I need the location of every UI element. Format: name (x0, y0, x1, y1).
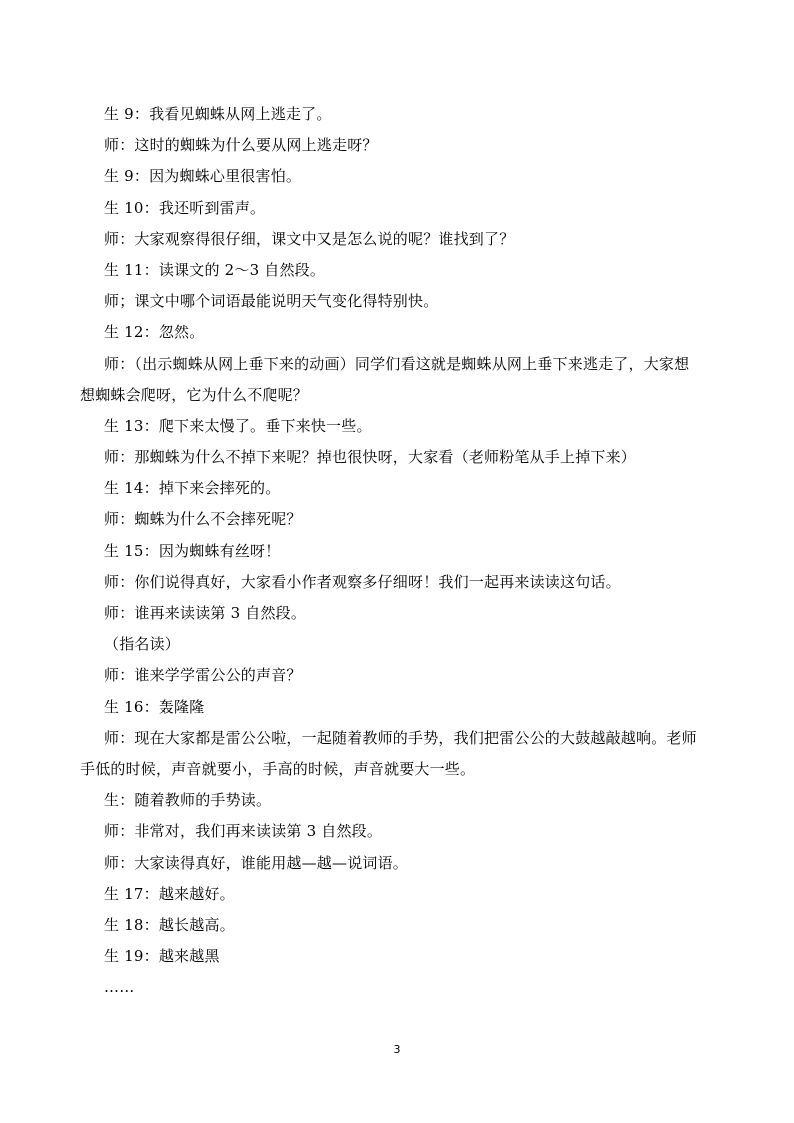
dialogue-line: 生 13：爬下来太慢了。垂下来快一些。 (104, 416, 372, 435)
paragraph-first-line: 师：（出示蜘蛛从网上垂下来的动画）同学们看这就是蜘蛛从网上垂下来逃走了，大家想 (104, 354, 690, 373)
dialogue-line: 师：那蜘蛛为什么不掉下来呢？掉也很快呀，大家看（老师粉笔从手上掉下来） (104, 448, 637, 467)
dialogue-line: 生 16：轰隆隆 (104, 697, 205, 716)
dialogue-line: 生 14：掉下来会摔死的。 (104, 479, 281, 498)
dialogue-line: 生 9：因为蜘蛛心里很害怕。 (104, 167, 302, 186)
page-number: 3 (393, 1043, 401, 1056)
dialogue-line: 师：大家读得真好，谁能用越—越—说词语。 (104, 853, 409, 872)
dialogue-line: 生 11：读课文的 2～3 自然段。 (104, 260, 326, 279)
dialogue-line: 师：谁再来读读第 3 自然段。 (104, 604, 307, 623)
dialogue-line: 生 9：我看见蜘蛛从网上逃走了。 (104, 105, 332, 123)
dialogue-line: 生 18：越长越高。 (104, 915, 235, 934)
dialogue-line: 师：谁来学学雷公公的声音？ (104, 666, 302, 685)
document-body (80, 99, 724, 1004)
ellipsis-line: …… (104, 978, 135, 997)
dialogue-paragraph (80, 723, 724, 785)
dialogue-line: 师：非常对，我们再来读读第 3 自然段。 (104, 822, 383, 841)
dialogue-line: 师：这时的蜘蛛为什么要从网上逃走呀？ (104, 136, 378, 155)
dialogue-line: 师：大家观察得很仔细，课文中又是怎么说的呢？谁找到了？ (104, 229, 515, 248)
dialogue-line: 师；课文中哪个词语最能说明天气变化得特别快。 (104, 292, 439, 311)
paragraph-continuation-line: 手低的时候，声音就要小，手高的时候，声音就要大一些。 (80, 759, 476, 778)
dialogue-line: 生 19：越来越黑 (104, 947, 220, 966)
dialogue-line: 师：你们说得真好，大家看小作者观察多仔细呀！我们一起再来读读这句话。 (104, 572, 621, 591)
dialogue-line: 生 17：越来越好。 (104, 884, 235, 903)
dialogue-line: 生 10：我还听到雷声。 (104, 198, 266, 217)
dialogue-line: 生：随着教师的手势读。 (104, 791, 272, 810)
dialogue-line: 师：蜘蛛为什么不会摔死呢？ (104, 510, 302, 529)
paragraph-first-line: 师：现在大家都是雷公公啦，一起随着教师的手势，我们把雷公公的大鼓越敲越响。老师 (104, 728, 697, 747)
dialogue-paragraph (80, 349, 724, 411)
dialogue-line: 生 12：忽然。 (104, 323, 205, 342)
dialogue-line: 生 15：因为蜘蛛有丝呀！ (104, 541, 281, 560)
stage-direction: （指名读） (104, 635, 181, 654)
paragraph-continuation-line: 想蜘蛛会爬呀，它为什么不爬呢？ (80, 385, 309, 404)
